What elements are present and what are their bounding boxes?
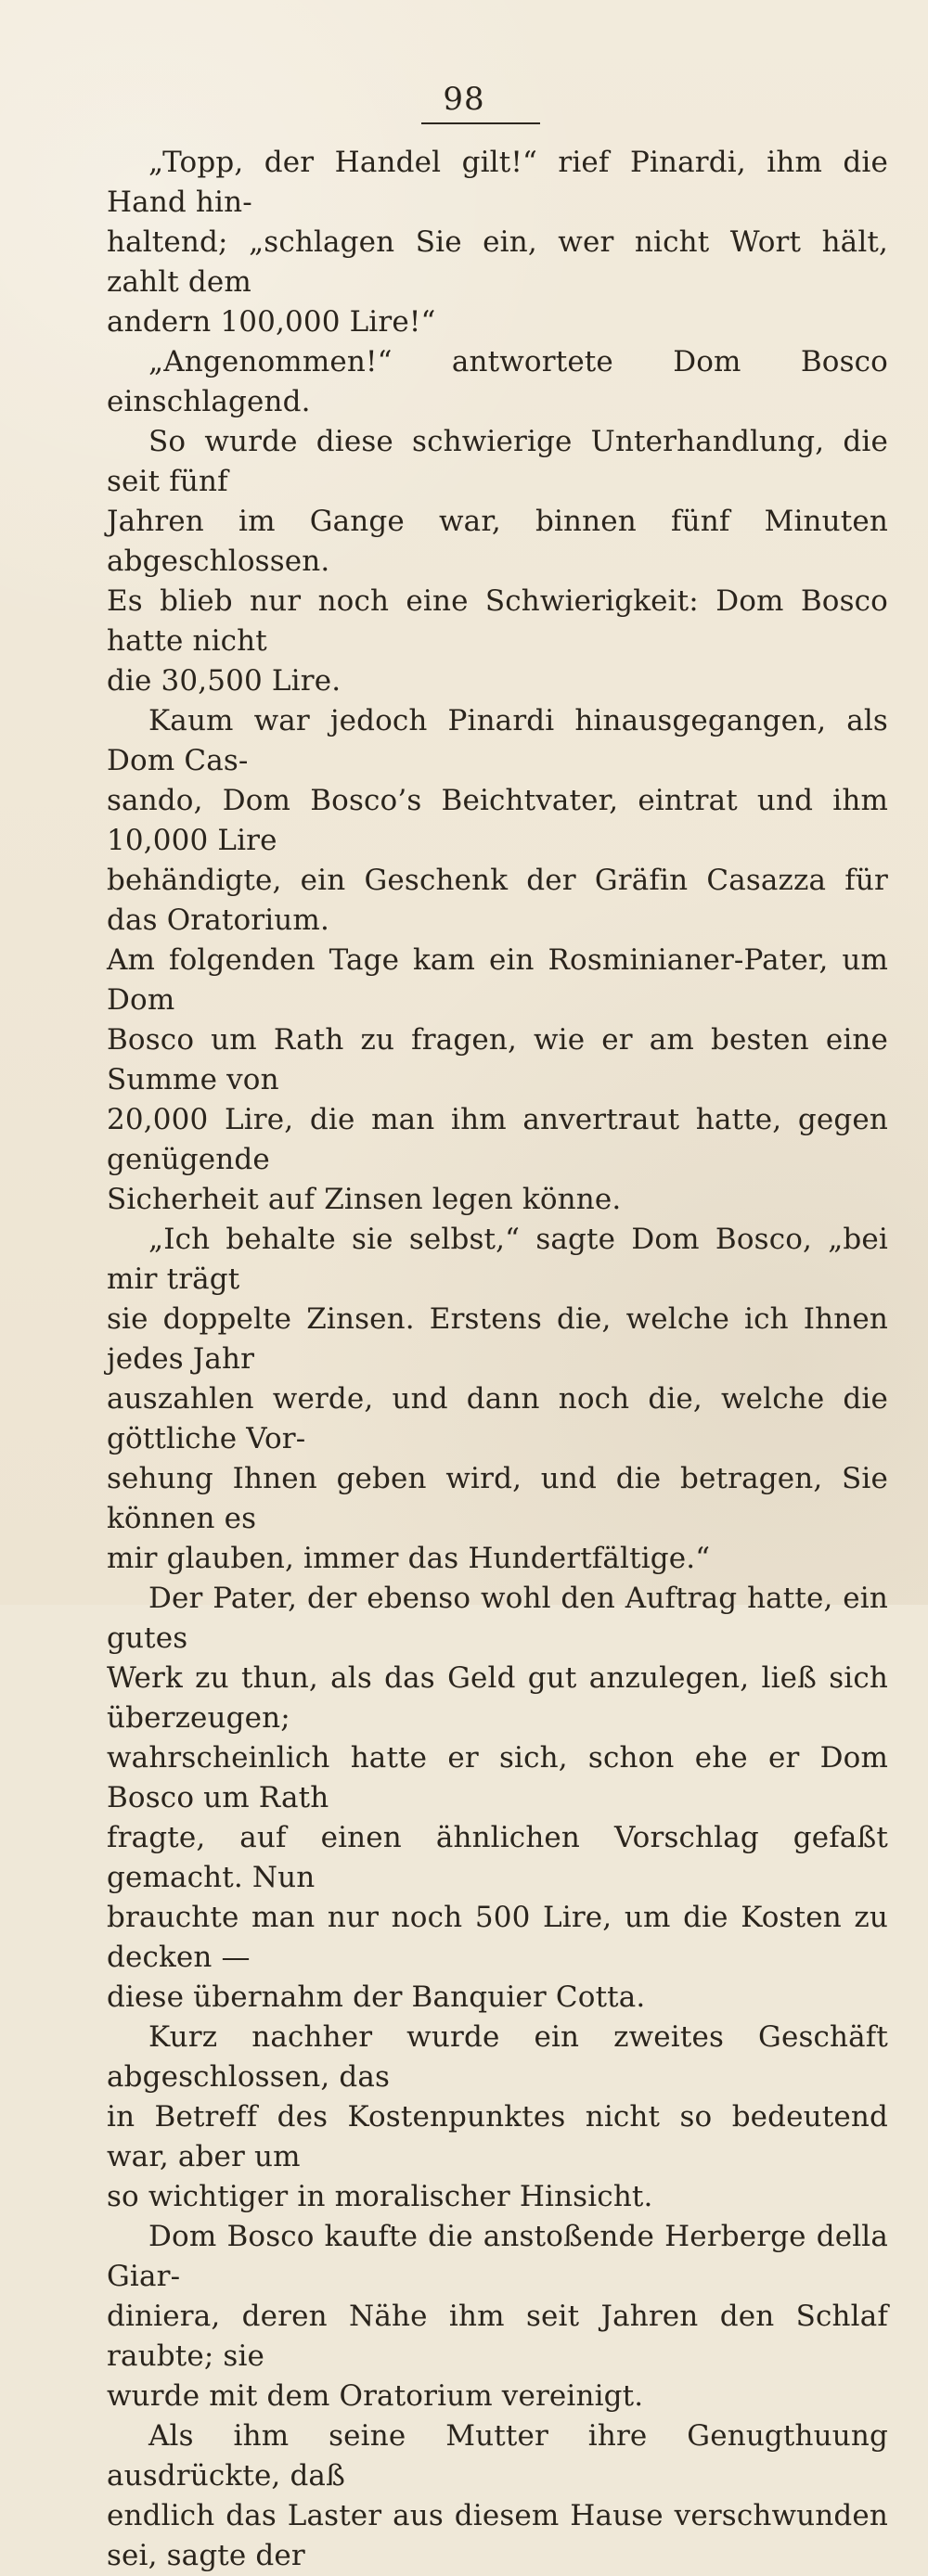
text-line: endlich das Laster aus diesem Hause verschwunden sei, sagte der <box>107 2499 888 2572</box>
text-line: 20,000 Lire, die man ihm anvertraut hatte, gegen genügende <box>107 1103 888 1176</box>
text-line: in Betreff des Kostenpunktes nicht so bedeutend war, aber um <box>107 2100 888 2173</box>
text-line: „Topp, der Handel gilt!“ rief Pinardi, ihm die Hand hin- <box>107 146 888 219</box>
paragraph-3 <box>107 422 888 701</box>
page-number: 98 <box>443 81 485 118</box>
text-line: haltend; „schlagen Sie ein, wer nicht Wort hält, zahlt dem <box>107 225 888 299</box>
paragraph-4 <box>107 701 888 1220</box>
text-line: Bosco um Rath zu fragen, wie er am besten eine Summe von <box>107 1023 888 1096</box>
text-line: Der Pater, der ebenso wohl den Auftrag hatte, ein gutes <box>107 1582 888 1655</box>
page-body <box>107 143 888 2576</box>
paragraph-5 <box>107 1220 888 1579</box>
text-line: behändigte, ein Geschenk der Gräfin Casazza für das Oratorium. <box>107 864 888 937</box>
paragraph-6 <box>107 1579 888 2018</box>
paragraph-7 <box>107 2018 888 2217</box>
text-line: Als ihm seine Mutter ihre Genugthuung ausdrückte, daß <box>107 2419 888 2493</box>
text-line: diese übernahm der Banquier Cotta. <box>107 1980 646 2014</box>
text-line: Sicherheit auf Zinsen legen könne. <box>107 1183 622 1216</box>
text-line: die 30,500 Lire. <box>107 664 342 698</box>
paragraph-2 <box>107 342 888 422</box>
text-line: Jahren im Gange war, binnen fünf Minuten abgeschlossen. <box>107 505 888 578</box>
text-line: Dom Bosco kaufte die anstoßende Herberge della Giar- <box>107 2220 888 2293</box>
text-line: So wurde diese schwierige Unterhandlung, die seit fünf <box>107 425 888 498</box>
text-line: auszahlen werde, und dann noch die, welche die göttliche Vor- <box>107 1382 888 1455</box>
text-line: „Ich behalte sie selbst,“ sagte Dom Bosco, „bei mir trägt <box>107 1223 888 1296</box>
paragraph-1 <box>107 143 888 342</box>
text-line: brauchte man nur noch 500 Lire, um die Kosten zu decken — <box>107 1901 888 1974</box>
text-line: „Angenommen!“ antwortete Dom Bosco einschlagend. <box>107 345 888 418</box>
text-line: sehung Ihnen geben wird, und die betragen, Sie können es <box>107 1462 888 1535</box>
text-line: Es blieb nur noch eine Schwierigkeit: Dom Bosco hatte nicht <box>107 584 888 658</box>
text-line: diniera, deren Nähe ihm seit Jahren den Schlaf raubte; sie <box>107 2300 888 2373</box>
text-line: fragte, auf einen ähnlichen Vorschlag gefaßt gemacht. Nun <box>107 1821 888 1894</box>
paragraph-9 <box>107 2416 888 2576</box>
paragraph-8 <box>107 2217 888 2416</box>
text-line: Am folgenden Tage kam ein Rosminianer-Pater, um Dom <box>107 943 888 1017</box>
page-number-rule <box>421 122 540 124</box>
text-line: wahrscheinlich hatte er sich, schon ehe er Dom Bosco um Rath <box>107 1741 888 1814</box>
text-line: Werk zu thun, als das Geld gut anzulegen, ließ sich überzeugen; <box>107 1661 888 1735</box>
text-line: wurde mit dem Oratorium vereinigt. <box>107 2379 644 2413</box>
text-line: Kurz nachher wurde ein zweites Geschäft abgeschlossen, das <box>107 2020 888 2094</box>
text-line: sie doppelte Zinsen. Erstens die, welche ich Ihnen jedes Jahr <box>107 1302 888 1376</box>
text-line: so wichtiger in moralischer Hinsicht. <box>107 2180 653 2213</box>
text-line: mir glauben, immer das Hundertfältige.“ <box>107 1542 711 1575</box>
text-line: Kaum war jedoch Pinardi hinausgegangen, als Dom Cas- <box>107 704 888 777</box>
text-line: sando, Dom Bosco’s Beichtvater, eintrat und ihm 10,000 Lire <box>107 784 888 857</box>
text-line: andern 100,000 Lire!“ <box>107 305 436 339</box>
